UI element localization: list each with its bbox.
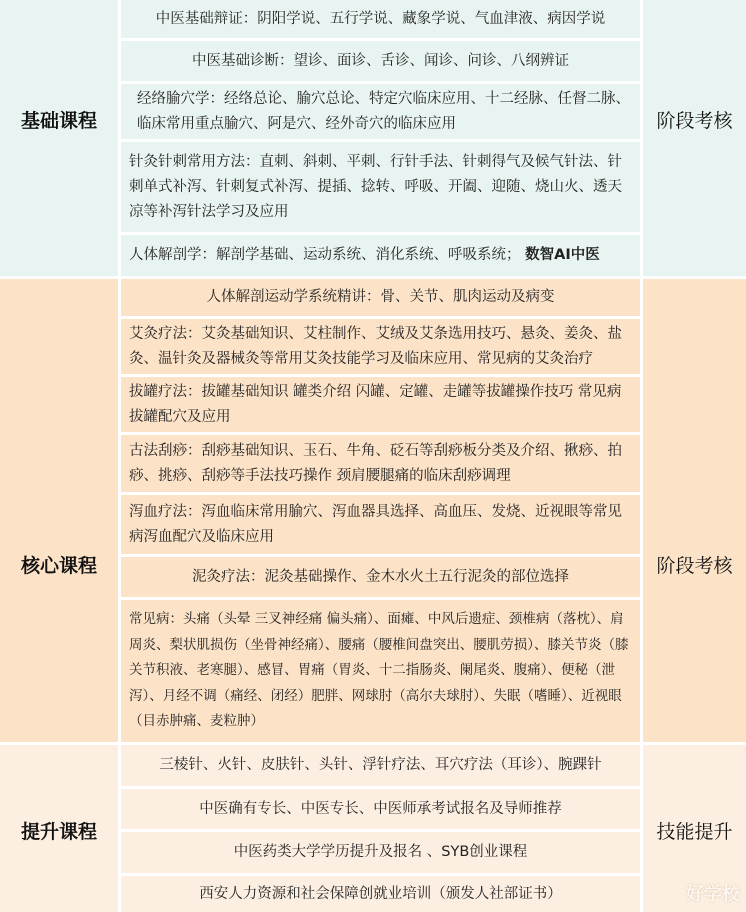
assessment-basic: 阶段考核: [656, 110, 733, 132]
course-item: 中医基础辩证：阴阳学说、五行学说、藏象学说、气血津液、病因学说: [121, 0, 640, 38]
course-item: 泻血疗法：泻血临床常用腧穴、泻血器具选择、高血压、发烧、近视眼等常见病泻血配穴及临床应用: [121, 495, 640, 554]
course-item: 经络腧穴学：经络总论、腧穴总论、特定穴临床应用、十二经脉、任督二脉、临床常用重点腧穴、阿是穴、经外奇穴的临床应用: [121, 84, 640, 139]
course-item: 中医药类大学学历提升及报名 、SYB创业课程: [121, 832, 640, 873]
course-item: 人体解剖学：解剖学基础、运动系统、消化系统、呼吸系统； 数智AI中医: [121, 235, 640, 276]
column-divider: [640, 0, 643, 912]
course-item: 人体解剖运动学系统精讲：骨、关节、肌肉运动及病变: [121, 279, 640, 316]
course-item: 中医确有专长、中医专长、中医师承考试报名及导师推荐: [121, 789, 640, 829]
assessment-core: 阶段考核: [656, 555, 733, 577]
course-item: 常见病：头痛（头晕 三叉神经痛 偏头痛）、面瘫、中风后遗症、颈椎病（落枕）、肩周炎、梨状肌损伤（坐骨神经痛）、腰痛（腰椎间盘突出、腰肌劳损）、膝关节炎（膝关节积液、老寒腿）、感冒、胃痛（胃炎、十二指肠炎、阑尾炎、腹痛）、便秘（泄泻）、月经不调（痛经、闭经）肥胖、网球肘（高尔夫球肘）、失眠（嗜睡）、近视眼（目赤肿痛、麦粒肿）: [121, 600, 640, 742]
course-item: 古法刮痧：刮痧基础知识、玉石、牛角、砭石等刮痧板分类及介绍、揪痧、拍痧、挑痧、刮痧等手法技巧操作 颈肩腰腿痛的临床刮痧调理: [121, 435, 640, 492]
course-item: 拔罐疗法：拔罐基础知识 罐类介绍 闪罐、定罐、走罐等拔罐操作技巧 常见病拔罐配穴及应用: [121, 377, 640, 432]
course-item: 西安人力资源和社会保障创就业培训（颁发人社部证书）: [121, 876, 640, 912]
course-item: 三棱针、火针、皮肤针、头针、浮针疗法、耳穴疗法（耳诊）、腕踝针: [121, 745, 640, 786]
category-core: 核心课程: [20, 555, 97, 577]
category-advanced: 提升课程: [20, 821, 97, 843]
category-basic: 基础课程: [20, 110, 97, 132]
course-item: 泥灸疗法：泥灸基础操作、金木水火土五行泥灸的部位选择: [121, 557, 640, 597]
assessment-advanced: 技能提升: [656, 821, 733, 843]
watermark-logo: 好学校: [686, 884, 740, 905]
brand-label: 数智AI中医: [525, 247, 600, 263]
course-item: 艾灸疗法：艾灸基础知识、艾柱制作、艾绒及艾条选用技巧、悬灸、姜灸、盐灸、温针灸及器械灸等常用艾灸技能学习及临床应用、常见病的艾灸治疗: [121, 319, 640, 374]
course-item: 中医基础诊断：望诊、面诊、舌诊、闻诊、问诊、八纲辨证: [121, 41, 640, 81]
course-item: 针灸针刺常用方法：直刺、斜刺、平刺、行针手法、针刺得气及候气针法、针刺单式补泻、针刺复式补泻、提插、捻转、呼吸、开阖、迎随、烧山火、透天凉等补泻针法学习及应用: [121, 142, 640, 232]
